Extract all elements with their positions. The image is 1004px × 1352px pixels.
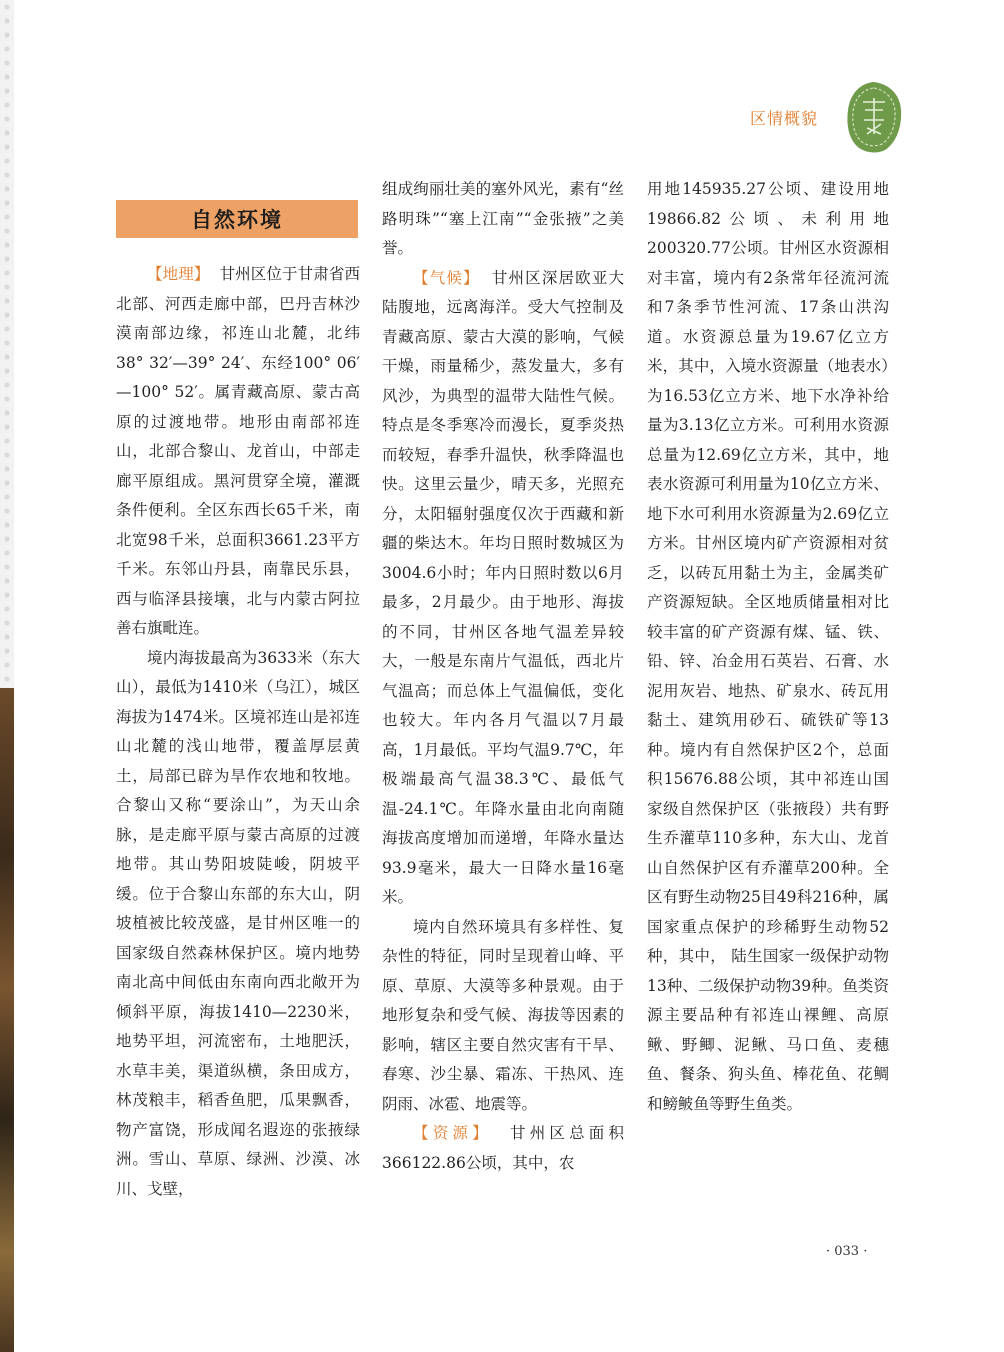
paragraph-resources-continued: [647, 175, 889, 1119]
article-heading: 自然环境: [116, 200, 358, 238]
text-column-1: [116, 260, 360, 1204]
text-column-2: [382, 175, 624, 1178]
paragraph-geography-2-continued: [382, 175, 624, 264]
climate-text-2: 境内自然环境具有多样性、复杂性的特征，同时呈现着山峰、平原、草原、大漠等多种景观。由于地形复杂和受气候、海拔等因素的影响，辖区主要自然灾害有干旱、春寒、沙尘暴、霜冻、干热风、连阴雨、冰雹、地震等。: [382, 917, 624, 1113]
paragraph-geography-1: [116, 260, 360, 644]
text-column-3: [647, 175, 889, 1119]
geography-text-2-continued: 组成绚丽壮美的塞外风光，素有“丝路明珠”“塞上江南”“金张掖”之美誉。: [382, 180, 624, 257]
geography-text-2: 境内海拔最高为3633米（东大山），最低为1410米（乌江），城区海拔为1474米。区境祁连山是祁连山北麓的浅山地带，覆盖厚层黄土，局部已辟为旱作农地和牧地。合黎山又称“要涂山”，为天山余脉，是走廊平原与蒙古高原的过渡地带。其山势阳坡陡峻，阴坡平缓。位于合黎山东部的东大山，阴坡植被比较茂盛，是甘州区唯一的国家级自然森林保护区。境内地势南北高中间低由东南向西北敞开为倾斜平原，海拔1410—2230米，地势平坦，河流密布，土地肥沃，水草丰美，渠道纵横，条田成方，林茂粮丰，稻香鱼肥，瓜果飘香，物产富饶，形成闻名遐迩的张掖绿洲。雪山、草原、绿洲、沙漠、冰川、戈壁，: [116, 648, 360, 1198]
paragraph-climate-1: [382, 264, 624, 913]
geography-tag: 【地理】: [147, 265, 210, 283]
resources-tag: 【资源】: [413, 1124, 492, 1142]
paragraph-climate-2: [382, 913, 624, 1120]
edge-photo-strip: [0, 688, 14, 1352]
geography-text-1: 甘州区位于甘肃省西北部、河西走廊中部，巴丹吉林沙漠南部边缘，祁连山北麓，北纬38° 32′—39° 24′、东经100° 06′—100° 52′。属青藏高原、蒙古高原的过渡地带。地形由南部祁连山，北部合黎山、龙首山，中部走廊平原组成。黑河贯穿全境，灌溉条件便利。全区东西长65千米，南北宽98千米，总面积3661.23平方千米。东邻山丹县，南靠民乐县，西与临泽县接壤，北与内蒙古阿拉善右旗毗连。: [116, 265, 360, 637]
paragraph-resources-1: [382, 1119, 624, 1178]
page-number: · 033 ·: [826, 1244, 868, 1259]
section-title: 区情概貌: [750, 109, 819, 128]
resources-text-1: 甘州区总面积366122.86公顷，其中，农: [382, 1124, 624, 1172]
seal-stamp-icon: [845, 80, 903, 154]
climate-tag: 【气候】: [413, 268, 480, 287]
climate-text-1: 甘州区深居欧亚大陆腹地，远离海洋。受大气控制及青藏高原、蒙古大漠的影响，气候干燥，雨量稀少，蒸发量大，多有风沙，为典型的温带大陆性气候。特点是冬季寒冷而漫长，夏季炎热而较短，春季升温快，秋季降温也快。这里云量少，晴天多，光照充分，太阳辐射强度仅次于西藏和新疆的柴达木。年均日照时数城区为3004.6小时；年内日照时数以6月最多，2月最少。由于地形、海拔的不同，甘州区各地气温差异较大，一般是东南片气温低，西北片气温高；而总体上气温偏低，变化也较大。年内各月气温以7月最高，1月最低。平均气温9.7℃，年极端最高气温38.3℃、最低气温-24.1℃。年降水量由北向南随海拔高度增加而递增，年降水量达93.9毫米，最大一日降水量16毫米。: [382, 268, 624, 906]
paragraph-geography-2: [116, 644, 360, 1205]
resources-text-continued: 用地145935.27公顷、建设用地19866.82公顷、未利用地200320.77公顷。甘州区水资源相对丰富，境内有2条常年径流河流和7条季节性河流、17条山洪沟道。水资源总量为19.67亿立方米，其中，入境水资源量（地表水）为16.53亿立方米、地下水净补给量为3.13亿立方米。可利用水资源总量为12.69亿立方米，其中，地表水资源可利用量为10亿立方米、地下水可利用水资源量为2.69亿立方米。甘州区境内矿产资源相对贫乏，以砖瓦用黏土为主，金属类矿产资源短缺。全区地质储量相对比较丰富的矿产资源有煤、锰、铁、铅、锌、冶金用石英岩、石膏、水泥用灰岩、地热、矿泉水、砖瓦用黏土、建筑用砂石、硫铁矿等13种。境内有自然保护区2个，总面积15676.88公顷，其中祁连山国家级自然保护区（张掖段）共有野生乔灌草110多种，东大山、龙首山自然保护区有乔灌草200种。全区有野生动物25目49科216种，属国家重点保护的珍稀野生动物52种，其中， 陆生国家一级保护动物13种、二级保护动物39种。鱼类资源主要品种有祁连山裸鲤、高原鳅、野鲫、泥鳅、马口鱼、麦穗鱼、餐条、狗头鱼、棒花鱼、花鲷和鳑鲏鱼等野生鱼类。: [647, 180, 889, 1113]
